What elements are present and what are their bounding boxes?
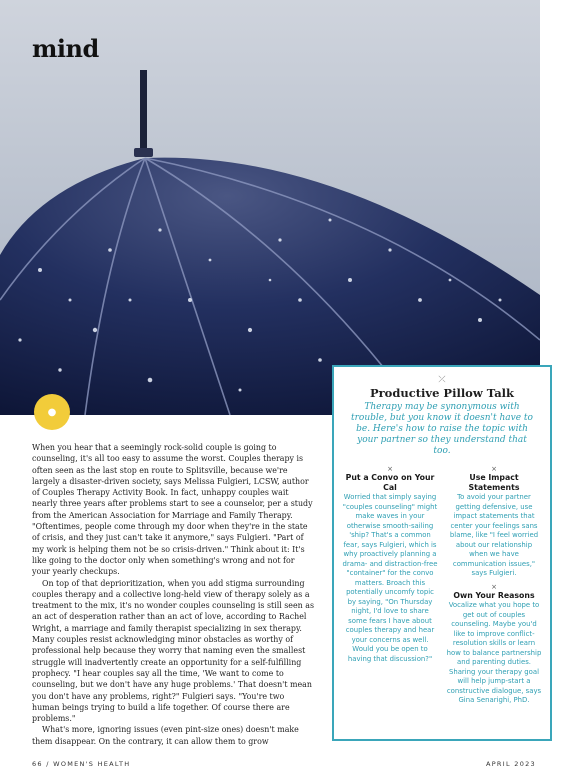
sidebar-columns [342, 465, 542, 710]
tip-marker-icon: × [387, 465, 393, 473]
tip-body: Worried that simply saying "couples counseling" might make waves in your otherwise smooth-sailing 'ship? That's a common fear, says Fulgieri, which is why proactively planning a drama- and distraction-free "container" for the convo matters. Broach this potentially uncomfy topic by saying, "On Thursday night, I'd love to share some fears I have about couples therapy and hear your concerns as well. Would you be open to having that discussion?" [342, 493, 438, 663]
tip-body: To avoid your partner getting defensive, use impact statements that center your feelings sans blame, like "I feel worried about our relationship when we have communication issues," says Fulgieri. [449, 493, 539, 577]
article-paragraph: On top of that deprioritization, when you add stigma surrounding couples therapy and a collective long-held view of therapy solely as a treatment to the mix, it's no wonder couples counseling is still seen as an act of desperation rather than an act of love, according to Rachel Wright, a marriage and family therapist specializing in sex therapy. Many couples resist acknowledging minor obstacles as worthy of professional help because they worry that naming even the smallest struggle will inadvertently create an opportunity for a self-fulfilling prophecy. "I hear couples say all the time, 'We want to come to counseling, but we don't have any huge problems.' That doesn't mean you don't have any problems, right?" Fulgieri says. "You're two human beings trying to build a life together. Of course there are problems." [32, 578, 314, 724]
tip-body: Vocalize what you hope to get out of couples counseling. Maybe you'd like to improve conflict-resolution skills or learn how to balance partnership and parenting duties. Sharing your therapy goal will help jump-start a constructive dialogue, says Gina Senarighi, PhD. [446, 601, 542, 704]
article-paragraph: What's more, ignoring issues (even pint-size ones) doesn't make them disappear. On the contrary, it can allow them to grow [32, 725, 299, 746]
tip-marker-icon: × [491, 465, 497, 473]
section-title: mind [32, 34, 99, 63]
page-footer [32, 760, 536, 768]
tip-heading: Own Your Reasons [453, 590, 535, 600]
tip-heading: Put a Convo on Your Cal [345, 473, 435, 492]
crossed-arrows-icon: ⤫ [438, 375, 446, 385]
footer-folio: 66 / WOMEN'S HEALTH [32, 760, 131, 768]
sidebar-column-right [446, 465, 542, 710]
tip-marker-icon: × [491, 582, 497, 591]
article-paragraph: When you hear that a seemingly rock-solid couple is going to counseling, it's all too easy to assume the worst. Couples therapy is often seen as the last stop en route to Splitsville, because we're largely a disaster-driven society, says Melissa Fulgieri, LCSW, author of Couples Therapy Activity Book. In fact, unhappy couples wait nearly three years after problems start to see a counselor, per a study from the American Association for Marriage and Family Therapy. "Oftentimes, people come through my door when they're in the state of crisis, and they just can't take it anymore," says Fulgieri. "Part of my work is helping them not be so crisis-driven." Think about it: It's like going to the doctor only when something's wrong and not for your yearly checkups. [32, 443, 313, 577]
article-body [32, 442, 314, 747]
sidebar-column-left [342, 465, 438, 710]
footer-date: APRIL 2023 [485, 760, 536, 768]
section-dot-icon: ● [34, 394, 70, 430]
sidebar-box [332, 365, 552, 741]
sidebar-title: Productive Pillow Talk [369, 386, 515, 400]
tip-heading: Use Impact Statements [468, 473, 520, 492]
sidebar-intro: Therapy may be synonymous with trouble, but you know it doesn't have to be. Here's how to raise the topic with your partner so they understand that too. [351, 402, 533, 456]
